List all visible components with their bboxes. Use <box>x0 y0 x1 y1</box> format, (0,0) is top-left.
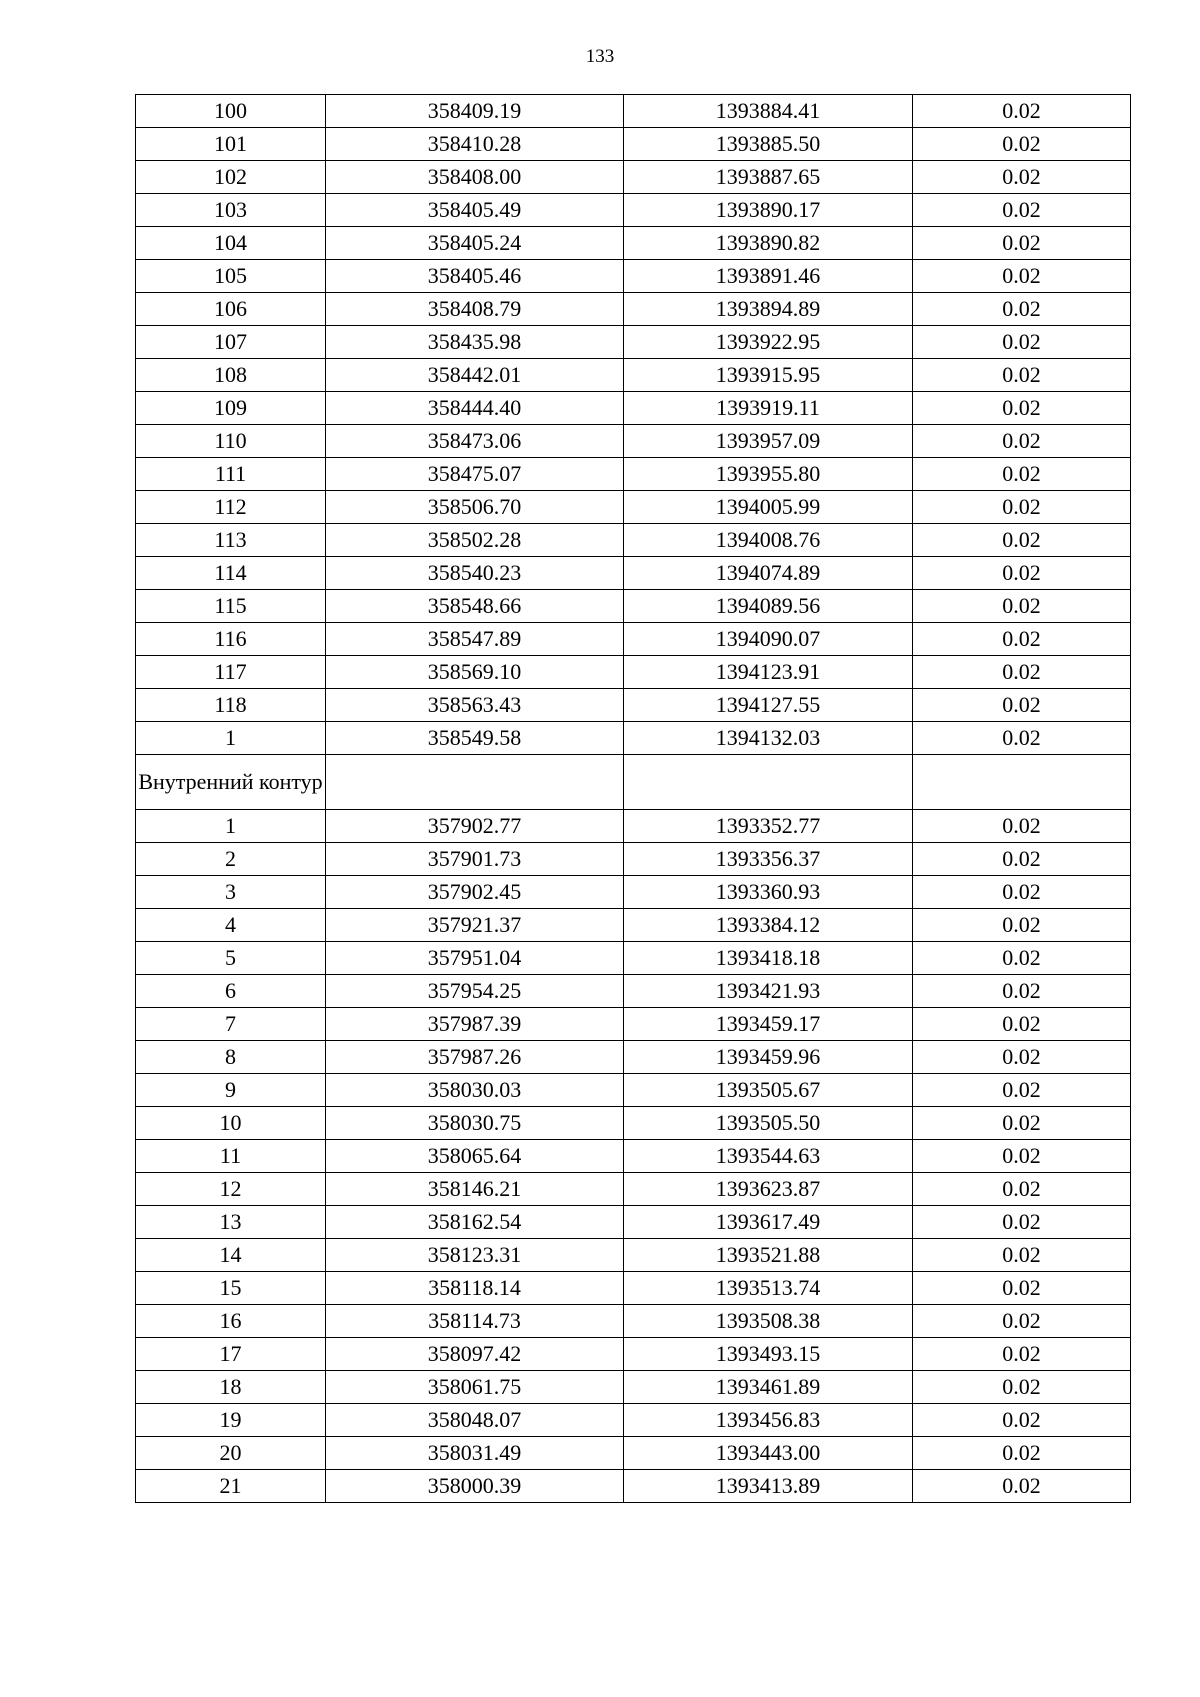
x-coordinate-cell: 358410.28 <box>326 128 624 161</box>
point-number-cell: 5 <box>136 942 326 975</box>
point-number-cell: 114 <box>136 557 326 590</box>
x-coordinate-cell: 358442.01 <box>326 359 624 392</box>
y-coordinate-cell: 1393884.41 <box>624 95 913 128</box>
accuracy-cell: 0.02 <box>913 359 1131 392</box>
point-number-cell: 19 <box>136 1404 326 1437</box>
table-row <box>136 1404 1131 1437</box>
x-coordinate-cell: 358097.42 <box>326 1338 624 1371</box>
point-number-cell: 17 <box>136 1338 326 1371</box>
x-coordinate-cell: 357902.77 <box>326 810 624 843</box>
x-coordinate-cell: 358123.31 <box>326 1239 624 1272</box>
x-coordinate-cell: 358405.46 <box>326 260 624 293</box>
y-coordinate-cell: 1393617.49 <box>624 1206 913 1239</box>
y-coordinate-cell: 1393418.18 <box>624 942 913 975</box>
y-coordinate-cell: 1393890.17 <box>624 194 913 227</box>
table-row <box>136 843 1131 876</box>
point-number-cell: 18 <box>136 1371 326 1404</box>
x-coordinate-cell: 358549.58 <box>326 722 624 755</box>
x-coordinate-cell: 358000.39 <box>326 1470 624 1503</box>
y-coordinate-cell: 1394074.89 <box>624 557 913 590</box>
y-coordinate-cell: 1393922.95 <box>624 326 913 359</box>
y-coordinate-cell: 1393356.37 <box>624 843 913 876</box>
y-coordinate-cell: 1393508.38 <box>624 1305 913 1338</box>
accuracy-cell: 0.02 <box>913 1305 1131 1338</box>
table-row <box>136 359 1131 392</box>
x-coordinate-cell: 358408.00 <box>326 161 624 194</box>
point-number-cell: 118 <box>136 689 326 722</box>
table-row <box>136 623 1131 656</box>
section-header-row <box>136 755 1131 810</box>
page-number: 133 <box>585 46 615 67</box>
table-row <box>136 194 1131 227</box>
accuracy-cell: 0.02 <box>913 975 1131 1008</box>
accuracy-cell: 0.02 <box>913 1140 1131 1173</box>
accuracy-cell: 0.02 <box>913 260 1131 293</box>
table-row <box>136 260 1131 293</box>
x-coordinate-cell: 358031.49 <box>326 1437 624 1470</box>
table-row <box>136 1239 1131 1272</box>
x-coordinate-cell: 358408.79 <box>326 293 624 326</box>
y-coordinate-cell: 1394127.55 <box>624 689 913 722</box>
table-row <box>136 942 1131 975</box>
x-coordinate-cell: 358061.75 <box>326 1371 624 1404</box>
x-coordinate-cell: 358146.21 <box>326 1173 624 1206</box>
accuracy-cell: 0.02 <box>913 1107 1131 1140</box>
table-row <box>136 392 1131 425</box>
table-row <box>136 656 1131 689</box>
y-coordinate-cell: 1393521.88 <box>624 1239 913 1272</box>
x-coordinate-cell: 358065.64 <box>326 1140 624 1173</box>
point-number-cell: 20 <box>136 1437 326 1470</box>
x-coordinate-cell: 358114.73 <box>326 1305 624 1338</box>
x-coordinate-cell: 358405.24 <box>326 227 624 260</box>
table-row <box>136 1437 1131 1470</box>
accuracy-cell: 0.02 <box>913 689 1131 722</box>
table-row <box>136 524 1131 557</box>
y-coordinate-cell: 1393890.82 <box>624 227 913 260</box>
accuracy-cell: 0.02 <box>913 194 1131 227</box>
accuracy-cell: 0.02 <box>913 843 1131 876</box>
x-coordinate-cell: 357921.37 <box>326 909 624 942</box>
y-coordinate-cell: 1393459.96 <box>624 1041 913 1074</box>
point-number-cell: 117 <box>136 656 326 689</box>
accuracy-cell: 0.02 <box>913 722 1131 755</box>
x-coordinate-cell: 358444.40 <box>326 392 624 425</box>
y-coordinate-cell: 1393360.93 <box>624 876 913 909</box>
table-cell <box>913 755 1131 810</box>
x-coordinate-cell: 358118.14 <box>326 1272 624 1305</box>
x-coordinate-cell: 358506.70 <box>326 491 624 524</box>
y-coordinate-cell: 1393544.63 <box>624 1140 913 1173</box>
table-row <box>136 810 1131 843</box>
accuracy-cell: 0.02 <box>913 1371 1131 1404</box>
y-coordinate-cell: 1393957.09 <box>624 425 913 458</box>
accuracy-cell: 0.02 <box>913 1470 1131 1503</box>
y-coordinate-cell: 1393891.46 <box>624 260 913 293</box>
x-coordinate-cell: 358475.07 <box>326 458 624 491</box>
accuracy-cell: 0.02 <box>913 810 1131 843</box>
table-row <box>136 1305 1131 1338</box>
accuracy-cell: 0.02 <box>913 458 1131 491</box>
accuracy-cell: 0.02 <box>913 1206 1131 1239</box>
x-coordinate-cell: 357901.73 <box>326 843 624 876</box>
y-coordinate-cell: 1394132.03 <box>624 722 913 755</box>
accuracy-cell: 0.02 <box>913 590 1131 623</box>
point-number-cell: 100 <box>136 95 326 128</box>
point-number-cell: 3 <box>136 876 326 909</box>
y-coordinate-cell: 1394090.07 <box>624 623 913 656</box>
y-coordinate-cell: 1393955.80 <box>624 458 913 491</box>
accuracy-cell: 0.02 <box>913 227 1131 260</box>
y-coordinate-cell: 1394089.56 <box>624 590 913 623</box>
point-number-cell: 1 <box>136 810 326 843</box>
point-number-cell: 111 <box>136 458 326 491</box>
coordinates-table-body <box>136 95 1131 1503</box>
point-number-cell: 16 <box>136 1305 326 1338</box>
accuracy-cell: 0.02 <box>913 1404 1131 1437</box>
y-coordinate-cell: 1393443.00 <box>624 1437 913 1470</box>
point-number-cell: 6 <box>136 975 326 1008</box>
point-number-cell: 116 <box>136 623 326 656</box>
accuracy-cell: 0.02 <box>913 392 1131 425</box>
table-row <box>136 1338 1131 1371</box>
point-number-cell: 105 <box>136 260 326 293</box>
accuracy-cell: 0.02 <box>913 1041 1131 1074</box>
x-coordinate-cell: 358030.03 <box>326 1074 624 1107</box>
table-row <box>136 161 1131 194</box>
accuracy-cell: 0.02 <box>913 95 1131 128</box>
y-coordinate-cell: 1393413.89 <box>624 1470 913 1503</box>
y-coordinate-cell: 1393623.87 <box>624 1173 913 1206</box>
accuracy-cell: 0.02 <box>913 942 1131 975</box>
point-number-cell: 107 <box>136 326 326 359</box>
accuracy-cell: 0.02 <box>913 326 1131 359</box>
table-row <box>136 425 1131 458</box>
table-row <box>136 1041 1131 1074</box>
y-coordinate-cell: 1393384.12 <box>624 909 913 942</box>
point-number-cell: 109 <box>136 392 326 425</box>
y-coordinate-cell: 1393513.74 <box>624 1272 913 1305</box>
point-number-cell: 106 <box>136 293 326 326</box>
table-row <box>136 1371 1131 1404</box>
accuracy-cell: 0.02 <box>913 491 1131 524</box>
accuracy-cell: 0.02 <box>913 909 1131 942</box>
y-coordinate-cell: 1393459.17 <box>624 1008 913 1041</box>
x-coordinate-cell: 358409.19 <box>326 95 624 128</box>
x-coordinate-cell: 357954.25 <box>326 975 624 1008</box>
point-number-cell: 12 <box>136 1173 326 1206</box>
accuracy-cell: 0.02 <box>913 557 1131 590</box>
accuracy-cell: 0.02 <box>913 524 1131 557</box>
accuracy-cell: 0.02 <box>913 1173 1131 1206</box>
y-coordinate-cell: 1393505.67 <box>624 1074 913 1107</box>
table-cell <box>326 755 624 810</box>
x-coordinate-cell: 357987.26 <box>326 1041 624 1074</box>
point-number-cell: 9 <box>136 1074 326 1107</box>
x-coordinate-cell: 358548.66 <box>326 590 624 623</box>
y-coordinate-cell: 1393894.89 <box>624 293 913 326</box>
table-row <box>136 1173 1131 1206</box>
table-row <box>136 491 1131 524</box>
y-coordinate-cell: 1393456.83 <box>624 1404 913 1437</box>
accuracy-cell: 0.02 <box>913 1008 1131 1041</box>
accuracy-cell: 0.02 <box>913 876 1131 909</box>
y-coordinate-cell: 1393352.77 <box>624 810 913 843</box>
accuracy-cell: 0.02 <box>913 656 1131 689</box>
table-row <box>136 1272 1131 1305</box>
table-row <box>136 326 1131 359</box>
x-coordinate-cell: 358162.54 <box>326 1206 624 1239</box>
x-coordinate-cell: 358473.06 <box>326 425 624 458</box>
table-row <box>136 975 1131 1008</box>
point-number-cell: 8 <box>136 1041 326 1074</box>
accuracy-cell: 0.02 <box>913 1437 1131 1470</box>
point-number-cell: 7 <box>136 1008 326 1041</box>
y-coordinate-cell: 1394005.99 <box>624 491 913 524</box>
x-coordinate-cell: 358405.49 <box>326 194 624 227</box>
y-coordinate-cell: 1393493.15 <box>624 1338 913 1371</box>
table-row <box>136 95 1131 128</box>
x-coordinate-cell: 358435.98 <box>326 326 624 359</box>
point-number-cell: 110 <box>136 425 326 458</box>
section-label: Внутренний контур <box>138 769 323 794</box>
accuracy-cell: 0.02 <box>913 623 1131 656</box>
table-row <box>136 1107 1131 1140</box>
point-number-cell: 1 <box>136 722 326 755</box>
y-coordinate-cell: 1393505.50 <box>624 1107 913 1140</box>
x-coordinate-cell: 358547.89 <box>326 623 624 656</box>
table-row <box>136 227 1131 260</box>
table-row <box>136 1074 1131 1107</box>
table-row <box>136 876 1131 909</box>
accuracy-cell: 0.02 <box>913 1074 1131 1107</box>
x-coordinate-cell: 357902.45 <box>326 876 624 909</box>
point-number-cell: 10 <box>136 1107 326 1140</box>
accuracy-cell: 0.02 <box>913 293 1131 326</box>
y-coordinate-cell: 1393915.95 <box>624 359 913 392</box>
x-coordinate-cell: 358563.43 <box>326 689 624 722</box>
table-cell <box>624 755 913 810</box>
point-number-cell: 115 <box>136 590 326 623</box>
y-coordinate-cell: 1393919.11 <box>624 392 913 425</box>
point-number-cell: 101 <box>136 128 326 161</box>
table-row <box>136 458 1131 491</box>
point-number-cell: 102 <box>136 161 326 194</box>
y-coordinate-cell: 1393887.65 <box>624 161 913 194</box>
table-row <box>136 590 1131 623</box>
table-row <box>136 1008 1131 1041</box>
point-number-cell: 13 <box>136 1206 326 1239</box>
coordinates-table <box>135 94 1131 1503</box>
x-coordinate-cell: 358030.75 <box>326 1107 624 1140</box>
x-coordinate-cell: 357951.04 <box>326 942 624 975</box>
table-row <box>136 128 1131 161</box>
point-number-cell: 113 <box>136 524 326 557</box>
point-number-cell: 14 <box>136 1239 326 1272</box>
point-number-cell: 2 <box>136 843 326 876</box>
point-number-cell: 112 <box>136 491 326 524</box>
accuracy-cell: 0.02 <box>913 1338 1131 1371</box>
table-row <box>136 1206 1131 1239</box>
x-coordinate-cell: 358569.10 <box>326 656 624 689</box>
y-coordinate-cell: 1393885.50 <box>624 128 913 161</box>
accuracy-cell: 0.02 <box>913 161 1131 194</box>
accuracy-cell: 0.02 <box>913 1272 1131 1305</box>
point-number-cell: 103 <box>136 194 326 227</box>
x-coordinate-cell: 358540.23 <box>326 557 624 590</box>
y-coordinate-cell: 1393461.89 <box>624 1371 913 1404</box>
table-row <box>136 689 1131 722</box>
x-coordinate-cell: 357987.39 <box>326 1008 624 1041</box>
table-row <box>136 909 1131 942</box>
point-number-cell: 108 <box>136 359 326 392</box>
y-coordinate-cell: 1393421.93 <box>624 975 913 1008</box>
point-number-cell: 4 <box>136 909 326 942</box>
table-row <box>136 293 1131 326</box>
accuracy-cell: 0.02 <box>913 1239 1131 1272</box>
section-label-cell <box>136 755 326 810</box>
x-coordinate-cell: 358502.28 <box>326 524 624 557</box>
y-coordinate-cell: 1394123.91 <box>624 656 913 689</box>
point-number-cell: 11 <box>136 1140 326 1173</box>
table-row <box>136 722 1131 755</box>
point-number-cell: 21 <box>136 1470 326 1503</box>
table-row <box>136 1470 1131 1503</box>
y-coordinate-cell: 1394008.76 <box>624 524 913 557</box>
point-number-cell: 104 <box>136 227 326 260</box>
point-number-cell: 15 <box>136 1272 326 1305</box>
accuracy-cell: 0.02 <box>913 128 1131 161</box>
x-coordinate-cell: 358048.07 <box>326 1404 624 1437</box>
accuracy-cell: 0.02 <box>913 425 1131 458</box>
table-row <box>136 557 1131 590</box>
table-row <box>136 1140 1131 1173</box>
